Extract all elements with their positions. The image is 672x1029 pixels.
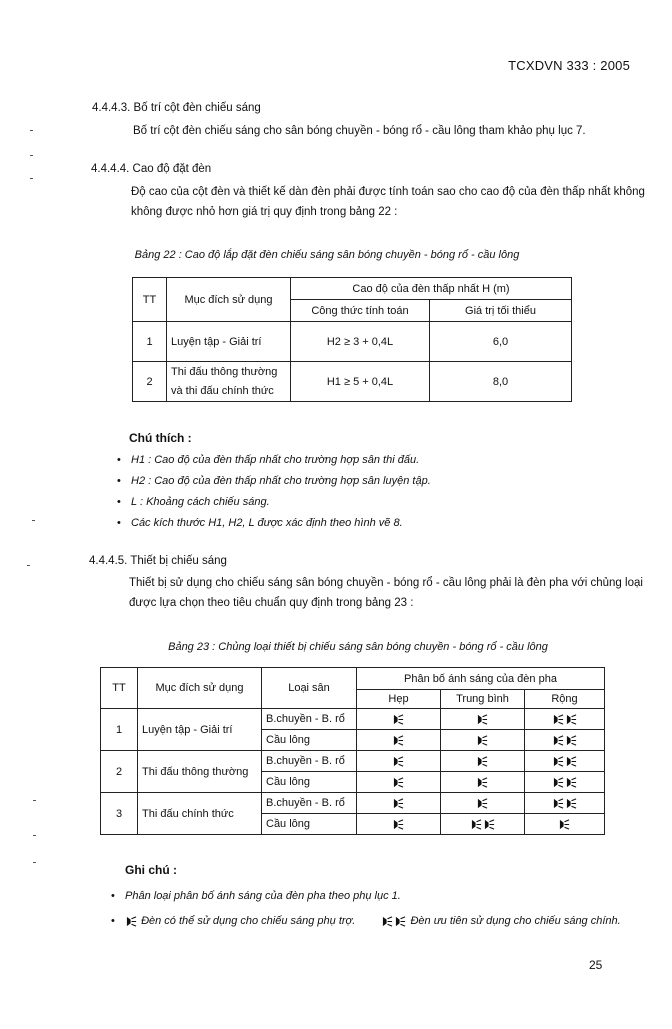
notes1-item: • H2 : Cao độ của đèn thấp nhất cho trường hợp sân luyện tập. xyxy=(131,471,431,492)
t23-cell-court: Cầu lông xyxy=(262,730,357,751)
t23-cell-narrow xyxy=(357,793,441,814)
t23-cell-tt: 3 xyxy=(101,793,138,835)
t23-header-tt: TT xyxy=(101,668,138,709)
floodlight-icon xyxy=(476,755,489,767)
t22-header-formula: Công thức tính toán xyxy=(291,300,430,322)
notes2-aux-text: Đèn có thể sử dụng cho chiếu sáng phụ trợ. xyxy=(141,915,356,927)
table-row xyxy=(101,793,605,814)
t22-cell-min: 8,0 xyxy=(430,362,572,402)
t23-cell-wide xyxy=(525,751,605,772)
t22-header-min: Giá trị tối thiểu xyxy=(430,300,572,322)
t23-cell-tt: 1 xyxy=(101,709,138,751)
t23-header-purpose: Mục đích sử dụng xyxy=(138,668,262,709)
section-heading-4443: 4.4.4.3. Bố trí cột đèn chiếu sáng xyxy=(92,102,261,114)
floodlight-icon xyxy=(392,755,405,767)
floodlight-icon xyxy=(552,755,578,767)
section-text-4444-line2: không được nhỏ hơn giá trị quy định trong bảng 22 : xyxy=(131,206,398,218)
t22-cell-formula: H2 ≥ 3 + 0,4L xyxy=(291,322,430,362)
floodlight-icon xyxy=(470,818,496,830)
t23-cell-court: B.chuyền - B. rổ xyxy=(262,751,357,772)
floodlight-icon xyxy=(392,713,405,725)
t23-cell-wide xyxy=(525,793,605,814)
table-row xyxy=(133,362,572,402)
t22-purpose-line1: Thi đấu thông thường xyxy=(171,365,278,378)
t23-cell-tt: 2 xyxy=(101,751,138,793)
scan-speck xyxy=(30,178,33,179)
scan-speck xyxy=(32,520,35,521)
floodlight-icon xyxy=(476,797,489,809)
floodlight-icon xyxy=(392,797,405,809)
table-row xyxy=(133,322,572,362)
floodlight-icon xyxy=(552,713,578,725)
table22-caption: Bảng 22 : Cao độ lắp đặt đèn chiếu sáng sân bóng chuyền - bóng rổ - cầu lông xyxy=(134,249,520,261)
section-text-4445-line1: Thiết bị sử dụng cho chiếu sáng sân bóng chuyền - bóng rổ - cầu lông phải là đèn pha với chủng loại xyxy=(129,577,643,589)
scan-speck xyxy=(27,565,30,566)
t22-cell-purpose: Luyện tập - Giải trí xyxy=(167,322,291,362)
t22-cell-tt: 1 xyxy=(133,322,167,362)
scan-speck xyxy=(33,835,36,836)
t23-cell-court: Cầu lông xyxy=(262,772,357,793)
notes2-title: Ghi chú : xyxy=(125,863,177,877)
t22-header-purpose: Mục đích sử dụng xyxy=(167,278,291,322)
t23-cell-wide xyxy=(525,730,605,751)
t23-cell-medium xyxy=(441,814,525,835)
t23-cell-purpose: Luyện tập - Giải trí xyxy=(138,709,262,751)
t23-cell-wide xyxy=(525,709,605,730)
t23-cell-narrow xyxy=(357,751,441,772)
t23-cell-narrow xyxy=(357,772,441,793)
t23-cell-court: B.chuyền - B. rổ xyxy=(262,793,357,814)
floodlight-icon xyxy=(392,734,405,746)
t23-header-medium: Trung bình xyxy=(441,690,525,709)
t23-cell-narrow xyxy=(357,730,441,751)
floodlight-icon xyxy=(552,776,578,788)
t23-cell-purpose: Thi đấu thông thường xyxy=(138,751,262,793)
t23-header-narrow: Hẹp xyxy=(357,690,441,709)
section-text-4443: Bố trí cột đèn chiếu sáng cho sân bóng chuyền - bóng rổ - cầu lông tham khảo phụ lục 7. xyxy=(133,125,586,137)
notes1-item: • H1 : Cao độ của đèn thấp nhất cho trường hợp sân thi đấu. xyxy=(131,450,431,471)
standard-code: TCXDVN 333 : 2005 xyxy=(508,58,630,73)
t23-cell-court: Cầu lông xyxy=(262,814,357,835)
notes2-main-text: Đèn ưu tiên sử dụng cho chiếu sáng chính. xyxy=(410,915,621,927)
floodlight-icon xyxy=(476,776,489,788)
notes2-list xyxy=(125,886,645,932)
table23-caption: Bảng 23 : Chủng loại thiết bị chiếu sáng sân bóng chuyền - bóng rổ - cầu lông xyxy=(168,641,548,653)
table-row xyxy=(101,709,605,730)
t22-cell-min: 6,0 xyxy=(430,322,572,362)
table-22 xyxy=(132,277,572,402)
t22-header-tt: TT xyxy=(133,278,167,322)
t23-cell-wide xyxy=(525,772,605,793)
t23-cell-medium xyxy=(441,793,525,814)
notes1-item: • L : Khoảng cách chiếu sáng. xyxy=(131,492,431,513)
floodlight-icon xyxy=(476,734,489,746)
floodlight-icon xyxy=(476,713,489,725)
t23-cell-wide xyxy=(525,814,605,835)
floodlight-icon xyxy=(552,734,578,746)
notes2-item xyxy=(125,911,645,932)
floodlight-icon xyxy=(558,818,571,830)
t23-cell-narrow xyxy=(357,814,441,835)
t23-cell-purpose: Thi đấu chính thức xyxy=(138,793,262,835)
scan-speck xyxy=(30,130,33,131)
floodlight-icon xyxy=(552,797,578,809)
notes1-list xyxy=(131,450,431,534)
t22-cell-tt: 2 xyxy=(133,362,167,402)
scan-speck xyxy=(33,800,36,801)
section-text-4444-line1: Độ cao của cột đèn và thiết kế dàn đèn phải được tính toán sao cho cao độ của đèn thấp nhất không xyxy=(131,186,645,198)
t23-cell-medium xyxy=(441,751,525,772)
table-23 xyxy=(100,667,605,835)
floodlight-icon xyxy=(392,818,405,830)
t23-cell-medium xyxy=(441,772,525,793)
t23-cell-medium xyxy=(441,730,525,751)
t22-cell-purpose xyxy=(167,362,291,402)
notes1-item: • Các kích thước H1, H2, L được xác định theo hình vẽ 8. xyxy=(131,513,431,534)
floodlight-icon xyxy=(392,776,405,788)
page-number: 25 xyxy=(589,958,603,972)
section-heading-4444: 4.4.4.4. Cao độ đặt đèn xyxy=(91,163,212,175)
section-text-4445-line2: được lựa chọn theo tiêu chuẩn quy định trong bảng 23 : xyxy=(129,597,414,609)
t23-header-distribution: Phân bố ánh sáng của đèn pha xyxy=(357,668,605,690)
t23-header-court: Loại sân xyxy=(262,668,357,709)
t23-cell-medium xyxy=(441,709,525,730)
section-heading-4445: 4.4.4.5. Thiết bị chiếu sáng xyxy=(89,555,227,567)
t23-header-wide: Rộng xyxy=(525,690,605,709)
t23-cell-narrow xyxy=(357,709,441,730)
table-row xyxy=(101,751,605,772)
notes1-title: Chú thích : xyxy=(129,431,192,445)
t23-cell-court: B.chuyền - B. rổ xyxy=(262,709,357,730)
t22-purpose-line2: và thi đấu chính thức xyxy=(171,384,274,397)
floodlight-icon xyxy=(125,915,138,927)
notes2-item: • Phân loại phân bố ánh sáng của đèn pha theo phụ lục 1. xyxy=(125,886,645,907)
t22-header-height: Cao độ của đèn thấp nhất H (m) xyxy=(291,278,572,300)
floodlight-icon xyxy=(381,915,407,927)
scan-speck xyxy=(33,862,36,863)
scan-speck xyxy=(30,155,33,156)
t22-cell-formula: H1 ≥ 5 + 0,4L xyxy=(291,362,430,402)
